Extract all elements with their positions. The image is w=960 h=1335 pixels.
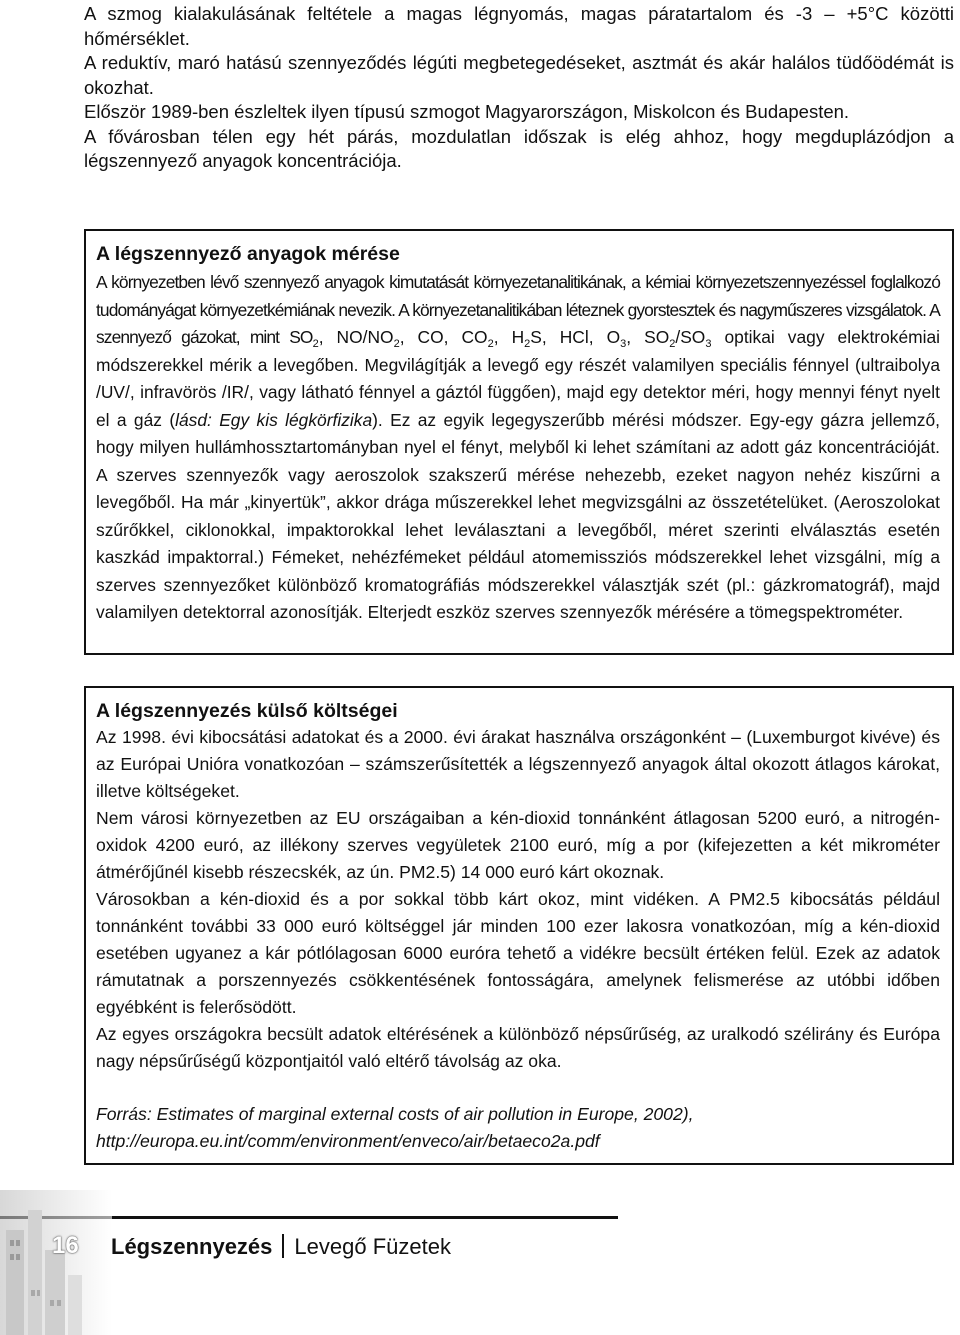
page-number: 16: [52, 1232, 79, 1259]
cross-reference: lásd: Egy kis légkörfizika: [175, 409, 373, 430]
external-costs-box: [84, 686, 954, 1165]
intro-paragraph: A reduktív, maró hatású szennyeződés légúti megbetegedéseket, asztmát és akár halálos tüdőödémát is okozhat.: [84, 52, 954, 98]
footer-title: [111, 1234, 451, 1260]
box-title: A légszennyezés külső költségei: [96, 700, 398, 722]
footer-separator: [282, 1234, 284, 1258]
box-paragraph: Az egyes országokra becsült adatok eltérésének a különböző népsűrűség, az uralkodó szélirány és Európa nagy népsűrűségű központjaitól való eltérő távolság az oka.: [96, 1024, 940, 1071]
box-paragraph: Városokban a kén-dioxid és a por sokkal több kárt okoz, mint vidéken. A PM2.5 kibocsátás például tonnánként további 33 000 euró költséggel jár minden 100 ezer lakosra vonatkozóan, míg a kén-dioxid esetében ugyanez a kár pótlólagosan 6000 euróra tehető a vidékre becsült értéken felül. Ezek az adatok rámutatnak a porszennyezés csökkentésének fontosságára, amelynek felismerése az utóbbi időben egyébként is felerősödött.: [96, 889, 940, 1017]
intro-text: [84, 2, 954, 174]
source-url: http://europa.eu.int/comm/environment/enveco/air/betaeco2a.pdf: [96, 1131, 600, 1151]
decorative-building-image: [0, 1190, 112, 1335]
intro-paragraph: Először 1989-ben észleltek ilyen típusú szmogot Magyarországon, Miskolcon és Budapesten.: [84, 101, 850, 122]
box-paragraph: Az 1998. évi kibocsátási adatokat és a 2000. évi árakat használva országonként – (Luxemburgot kivéve) és az Európai Unióra vonatkozóan – számszerűsítették a légszennyező anyagok által okozott átlagos károkat, illetve költségeket.: [96, 727, 940, 801]
box-paragraph: Nem városi környezetben az EU országaiban a kén-dioxid tonnánként átlagosan 5200 euró, a nitrogén-oxidok 4200 euró, az illékony szerves vegyületek 2100 euró, míg a por (kifejezetten a két mikrométer átmérőjűnél kisebb részecskék, az ún. PM2.5) 14 000 euró kárt okoznak.: [96, 808, 940, 882]
publication-series: Levegő Füzetek: [294, 1234, 451, 1259]
publication-topic: Légszennyezés: [111, 1234, 273, 1259]
box-paragraph: A környezetben lévő szennyező anyagok kimutatását környezetanalitikának, a kémiai környezetszennyezéssel foglalkozó tudományágat környezetkémiának nevezik. A környezetanalitikában léteznek gyorstesztek és nagyműszeres vizsgálatok. A szennyező gázokat, mint $SO_2$, $NO/NO_2$, CO, $CO_2$, $H_2S$, HCl, $O_3$, $SO_2/SO_3$ optikai vagy elektrokémiai módszerekkel mérik a levegőben. Megvilágítják a levegő egy részét valamilyen speciális fénnyel (ultraibolya /UV/, infravörös /IR/, vagy látható fénnyel a gáztól függően), majd egy detektor méri, hogy mennyi fényt nyelt el a gáz (lásd: Egy kis légkörfizika). Ez az egyik legegyszerűbb mérési módszer. Egy-egy gázra jellemző, hogy milyen hullámhossztartományban nyel el fényt, melyből ki lehet számítani az adott gáz koncentrációját. A szerves szennyezők vagy aeroszolok szakszerű mérése nehezebb, ezeket nagyon nehéz kiszűrni a levegőből. Ha már „kinyertük”, akkor drága műszerekkel lehet megvizsgálni az összetételüket. (Aeroszolokat szűrőkkel, ciklonokkal, impaktorokkal lehet leválasztani a levegőből, méret szerinti elválasztás esetén kaszkád impaktorral.) Fémeket, nehézfémeket például atomemissziós módszerekkel lehet vizsgálni, míg a szerves szennyezőket különböző kromatográfiás módszerekkel választják szét (pl.: gázkromatográf), majd valamilyen detektorral azonosítják. Elterjedt eszköz szerves szennyezők mérésére a tömegspektrométer.: [96, 272, 941, 622]
box-title: A légszennyező anyagok mérése: [96, 243, 400, 265]
source-citation: Forrás: Estimates of marginal external costs of air pollution in Europe, 2002),: [96, 1104, 694, 1124]
intro-paragraph: A szmog kialakulásának feltétele a magas légnyomás, magas páratartalom és -3 – +5°C közötti hőmérséklet.: [84, 3, 954, 49]
measurement-box: [84, 229, 954, 655]
intro-paragraph: A fővárosban télen egy hét párás, mozdulatlan időszak is elég ahhoz, hogy megduplázódjon a légszennyező anyagok koncentrációja.: [84, 125, 954, 171]
